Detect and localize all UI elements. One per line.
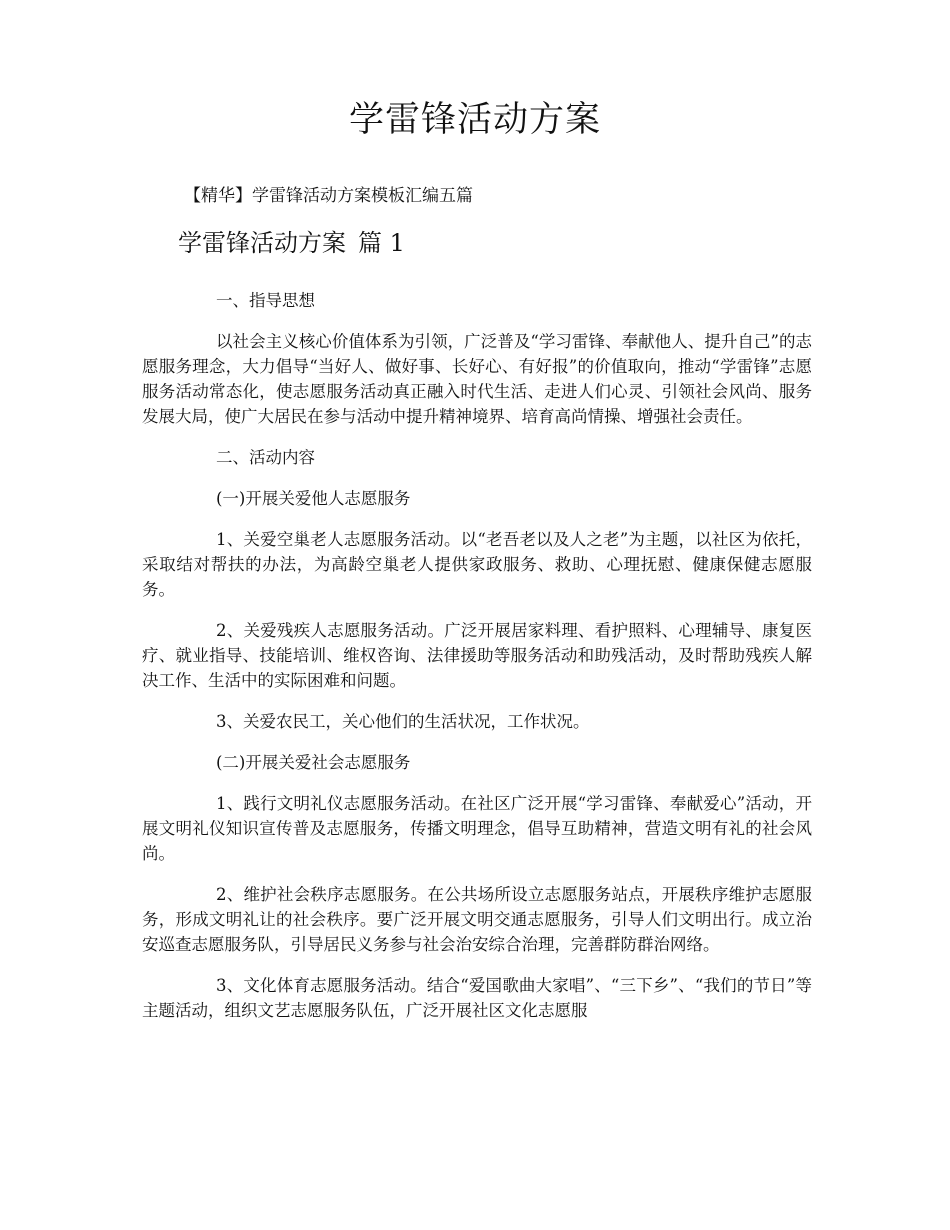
subheading-care-for-society: (二)开展关爱社会志愿服务: [216, 753, 411, 772]
document-body: [142, 288, 812, 1039]
document-subtitle: 【精华】学雷锋活动方案模板汇编五篇: [184, 186, 473, 206]
section-heading: [178, 226, 405, 260]
paragraph-civility-etiquette: 1、践行文明礼仪志愿服务活动。在社区广泛开展“学习雷锋、奉献爱心”活动，开展文明礼仪知识宣传普及志愿服务，传播文明理念，倡导互助精神，营造文明有礼的社会风尚。: [142, 794, 812, 863]
paragraph-guiding-ideology: 以社会主义核心价值体系为引领，广泛普及“学习雷锋、奉献他人、提升自己”的志愿服务理念，大力倡导“当好人、做好事、长好心、有好报”的价值取向，推动“学雷锋”志愿服务活动常态化，使志愿服务活动真正融入时代生活、走进人们心灵、引领社会风尚、服务发展大局，使广大居民在参与活动中提升精神境界、培育高尚情操、增强社会责任。: [142, 332, 812, 426]
paragraph-disabled-care: 2、关爱残疾人志愿服务活动。广泛开展居家料理、看护照料、心理辅导、康复医疗、就业指导、技能培训、维权咨询、法律援助等服务活动和助残活动，及时帮助残疾人解决工作、生活中的实际困难和问题。: [142, 621, 812, 690]
subheading-care-for-others: (一)开展关爱他人志愿服务: [216, 489, 411, 508]
heading-guiding-ideology: 一、指导思想: [216, 291, 315, 310]
section-heading-number: 篇 1: [358, 229, 405, 257]
document-title: 学雷锋活动方案: [348, 100, 601, 140]
paragraph-migrant-workers: 3、关爱农民工，关心他们的生活状况，工作状况。: [216, 712, 590, 731]
paragraph-culture-sports: 3、文化体育志愿服务活动。结合“爱国歌曲大家唱”、“三下乡”、“我们的节日”等主题活动，组织文艺志愿服务队伍，广泛开展社区文化志愿服: [142, 976, 812, 1020]
paragraph-social-order: 2、维护社会秩序志愿服务。在公共场所设立志愿服务站点，开展秩序维护志愿服务，形成文明礼让的社会秩序。要广泛开展文明交通志愿服务，引导人们文明出行。成立治安巡查志愿服务队，引导居民义务参与社会治安综合治理，完善群防群治网络。: [142, 885, 812, 954]
heading-activity-content: 二、活动内容: [216, 448, 315, 467]
section-heading-title: 学雷锋活动方案: [178, 229, 346, 257]
paragraph-empty-nest-elderly: 1、关爱空巢老人志愿服务活动。以“老吾老以及人之老”为主题，以社区为依托，采取结对帮扶的办法，为高龄空巢老人提供家政服务、救助、心理抚慰、健康保健志愿服务。: [142, 530, 812, 599]
